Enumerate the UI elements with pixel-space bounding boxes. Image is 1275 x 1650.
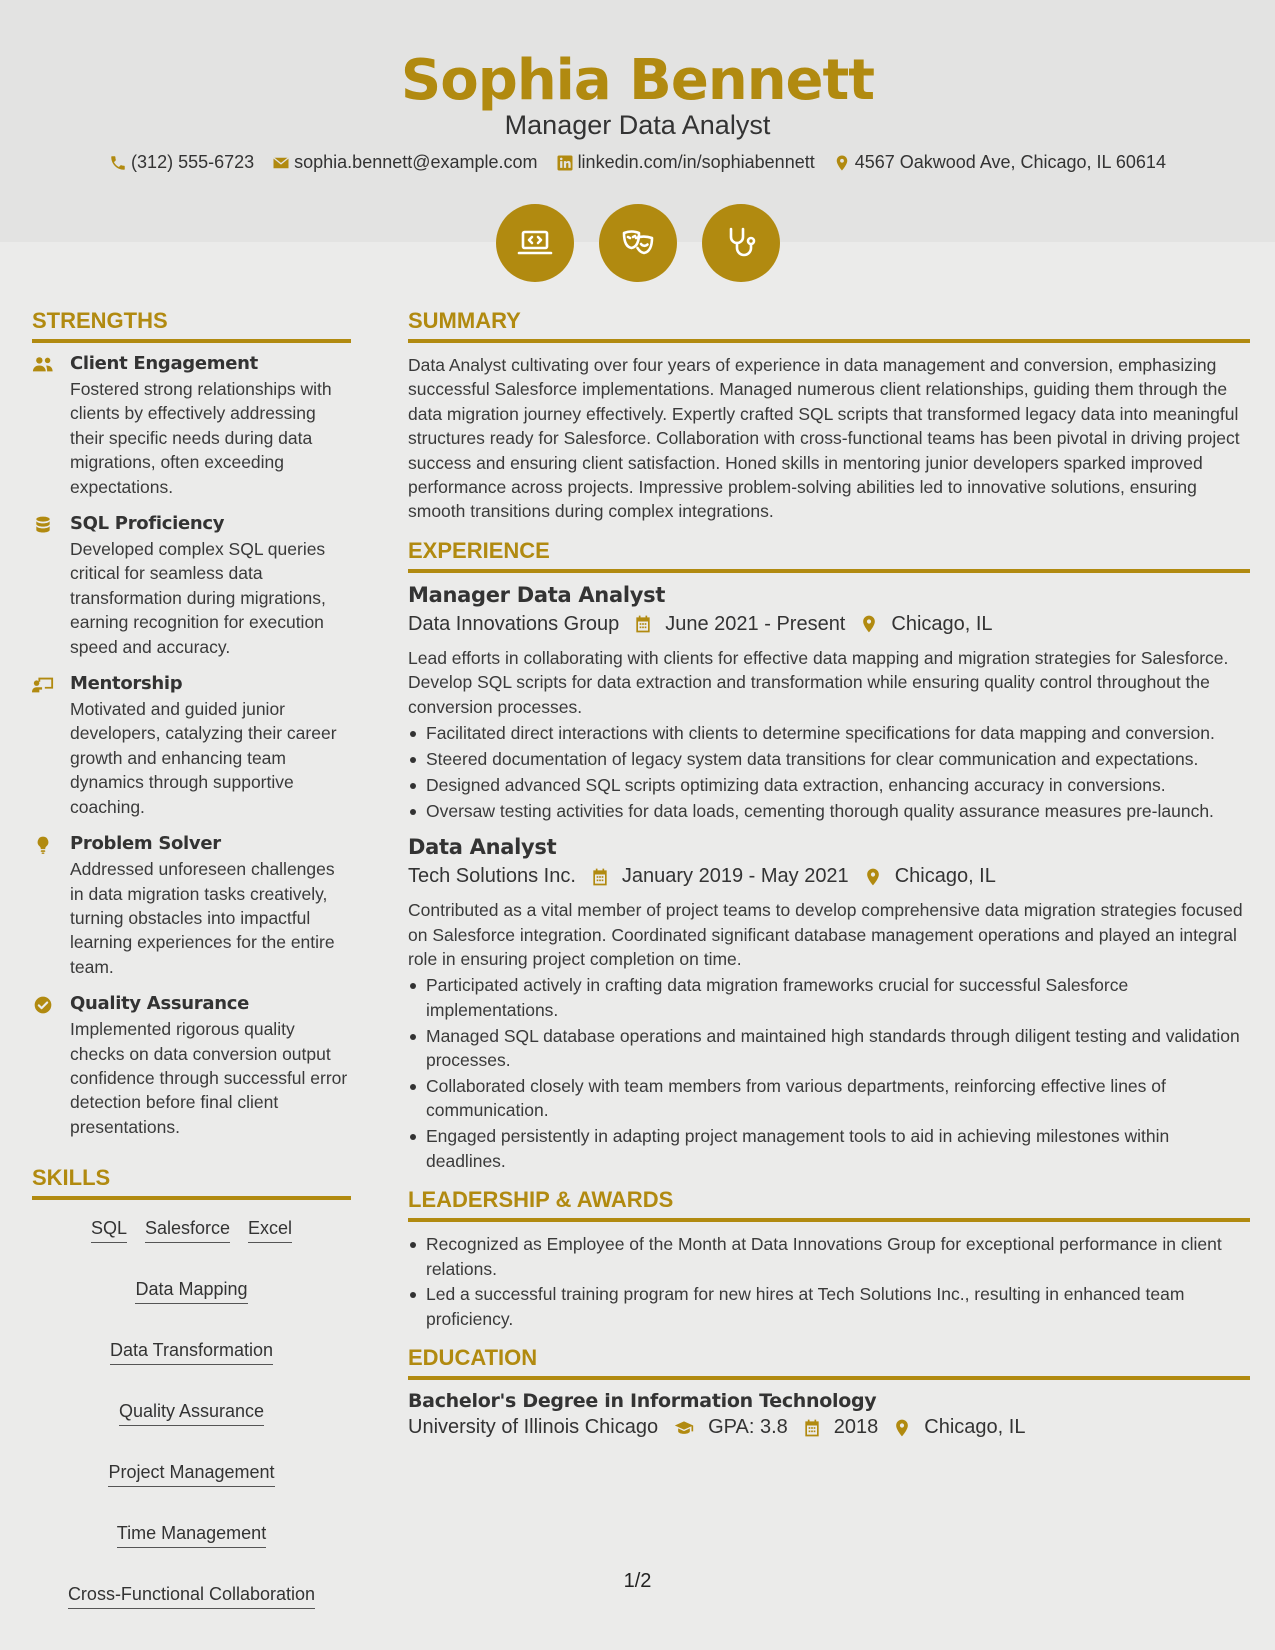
skill-tag: SQL: [91, 1218, 127, 1243]
summary-heading: SUMMARY: [408, 308, 1250, 343]
strength-desc: Fostered strong relationships with clients by effectively addressing their specific needs during data migrations, often exceeding expectations.: [70, 379, 332, 497]
phone-text: (312) 555-6723: [131, 152, 255, 172]
education-heading: EDUCATION: [408, 1345, 1250, 1380]
phone-icon: [109, 154, 127, 172]
job-description: Contributed as a vital member of project teams to develop comprehensive data migration strategies focused on Salesforce integration. Coordinated significant database management operations and played an integral role in ensuring project completion on time.: [408, 900, 1243, 969]
check-circle-icon: [32, 995, 54, 1015]
strength-item: [32, 993, 351, 1139]
strength-desc: Addressed unforeseen challenges in data migration tasks creatively, turning obstacles into impactful learning experiences for the entire team.: [70, 859, 335, 977]
calendar-icon: [590, 867, 610, 887]
map-marker-icon: [863, 867, 883, 887]
envelope-icon: [272, 154, 290, 172]
job-entry: [408, 583, 1250, 823]
job-bullet: Participated actively in crafting data migration frameworks crucial for successful Salesforce implementations.: [408, 973, 1250, 1022]
strength-desc: Implemented rigorous quality checks on data conversion output confidence through successful error detection before final client presentations.: [70, 1019, 348, 1137]
candidate-role: Manager Data Analyst: [504, 110, 771, 140]
job-bullet: Designed advanced SQL scripts optimizing data extraction, enhancing accuracy in conversions.: [408, 773, 1250, 797]
contact-bar: [0, 152, 1275, 173]
strength-item: [32, 673, 351, 819]
skill-tag: Project Management: [108, 1462, 274, 1487]
chalkboard-teacher-icon: [32, 675, 54, 695]
calendar-icon: [802, 1418, 822, 1438]
job-entry: [408, 835, 1250, 1173]
job-title: Manager Data Analyst: [408, 582, 666, 607]
skills-heading: SKILLS: [32, 1165, 351, 1200]
strength-title: SQL Proficiency: [70, 513, 225, 535]
skill-tag: Data Transformation: [110, 1340, 273, 1365]
leadership-list: [408, 1232, 1250, 1331]
education-school: University of Illinois Chicago: [408, 1416, 659, 1439]
strength-title: Problem Solver: [70, 833, 221, 855]
strength-item: [32, 513, 351, 659]
calendar-icon: [633, 614, 653, 634]
lightbulb-icon: [32, 835, 54, 855]
leadership-item: Led a successful training program for new hires at Tech Solutions Inc., resulting in enhanced team proficiency.: [408, 1282, 1250, 1331]
stethoscope-icon: [702, 204, 780, 282]
page-number: 1/2: [623, 1570, 652, 1592]
contact-phone[interactable]: [109, 152, 254, 173]
job-bullets: [408, 721, 1250, 823]
job-bullet: Engaged persistently in adapting project management tools to aid in achieving milestones within deadlines.: [408, 1124, 1250, 1173]
job-bullet: Oversaw testing activities for data loads, cementing thorough quality assurance measures pre-launch.: [408, 799, 1250, 823]
contact-email[interactable]: [272, 152, 537, 173]
experience-heading: EXPERIENCE: [408, 538, 1250, 573]
strength-title: Quality Assurance: [70, 993, 249, 1015]
job-description: Lead efforts in collaborating with clients for effective data mapping and migration strategies for Salesforce. Develop SQL scripts for data extraction and transformation while ensuring quality control throughout the conversion processes.: [408, 647, 1229, 717]
strength-desc: Developed complex SQL queries critical for seamless data transformation during migrations, earning recognition for execution speed and accuracy.: [70, 539, 326, 657]
database-icon: [32, 515, 54, 535]
left-column: [32, 308, 351, 1617]
job-meta: [408, 613, 1250, 636]
job-bullet: Collaborated closely with team members from various departments, reinforcing effective lines of communication.: [408, 1074, 1250, 1123]
users-icon: [32, 355, 54, 375]
job-location: Chicago, IL: [894, 865, 996, 888]
linkedin-text: linkedin.com/in/sophiabennett: [577, 152, 815, 172]
strength-item: [32, 833, 351, 979]
contact-address: [833, 152, 1166, 173]
strength-title: Client Engagement: [70, 353, 258, 374]
education-degree: Bachelor's Degree in Information Technology: [408, 1390, 877, 1413]
skill-tag: Cross-Functional Collaboration: [68, 1584, 315, 1609]
leadership-heading: LEADERSHIP & AWARDS: [408, 1187, 1250, 1222]
job-meta: [408, 865, 1250, 888]
laptop-code-icon: [496, 204, 574, 282]
job-dates: January 2019 - May 2021: [621, 865, 849, 888]
candidate-name: Sophia Bennett: [400, 48, 875, 113]
map-marker-icon: [892, 1418, 912, 1438]
job-bullet: Steered documentation of legacy system data transitions for clear communication and expectations.: [408, 747, 1250, 771]
contact-linkedin[interactable]: [556, 152, 815, 173]
map-marker-icon: [833, 154, 851, 172]
email-text: sophia.bennett@example.com: [294, 152, 538, 172]
education-meta: [408, 1416, 1250, 1439]
education-year: 2018: [833, 1416, 879, 1439]
job-location: Chicago, IL: [891, 612, 993, 635]
strength-desc: Motivated and guided junior developers, catalyzing their career growth and enhancing team dynamics through supportive coaching.: [70, 699, 337, 817]
graduation-cap-icon: [672, 1418, 696, 1438]
job-company: Data Innovations Group: [408, 612, 620, 635]
skill-tag: Salesforce: [145, 1218, 230, 1243]
skill-tag: Quality Assurance: [119, 1401, 264, 1426]
job-dates: June 2021 - Present: [665, 612, 846, 635]
strengths-heading: STRENGTHS: [32, 308, 351, 343]
map-marker-icon: [859, 614, 879, 634]
skill-tag: Data Mapping: [135, 1279, 247, 1304]
summary-text: Data Analyst cultivating over four years of experience in data management and conversion, emphasizing successful Salesforce implementations. Managed numerous client relationships, guiding them through the data migration journey effectively. Expertly crafted SQL scripts that transformed legacy data into meaningful structures ready for Salesforce. Collaboration with cross-functional teams has been pivotal in driving project success and ensuring client satisfaction. Honed skills in mentoring junior developers sparked improved performance across projects. Impressive problem-solving abilities led to innovative solutions, ensuring smooth transitions during complex integrations.: [408, 355, 1240, 522]
right-column: [408, 308, 1250, 1449]
job-title: Data Analyst: [408, 835, 557, 860]
strength-title: Mentorship: [70, 673, 183, 695]
strength-item: [32, 353, 351, 499]
education-gpa: GPA: 3.8: [708, 1416, 788, 1439]
job-bullet: Facilitated direct interactions with clients to determine specifications for data mapping and conversion.: [408, 721, 1250, 745]
job-bullet: Managed SQL database operations and maintained high standards through diligent testing and validation processes.: [408, 1024, 1250, 1073]
job-bullets: [408, 973, 1250, 1173]
theater-masks-icon: [599, 204, 677, 282]
skills-list: [32, 1210, 351, 1617]
linkedin-icon: [556, 154, 574, 172]
hero-icons: [0, 204, 1275, 282]
address-text: 4567 Oakwood Ave, Chicago, IL 60614: [854, 152, 1166, 172]
leadership-item: Recognized as Employee of the Month at Data Innovations Group for exceptional performance in client relations.: [408, 1232, 1250, 1281]
skill-tag: Excel: [248, 1218, 292, 1243]
education-location: Chicago, IL: [924, 1416, 1026, 1439]
job-company: Tech Solutions Inc.: [408, 865, 576, 888]
skill-tag: Time Management: [117, 1523, 266, 1548]
